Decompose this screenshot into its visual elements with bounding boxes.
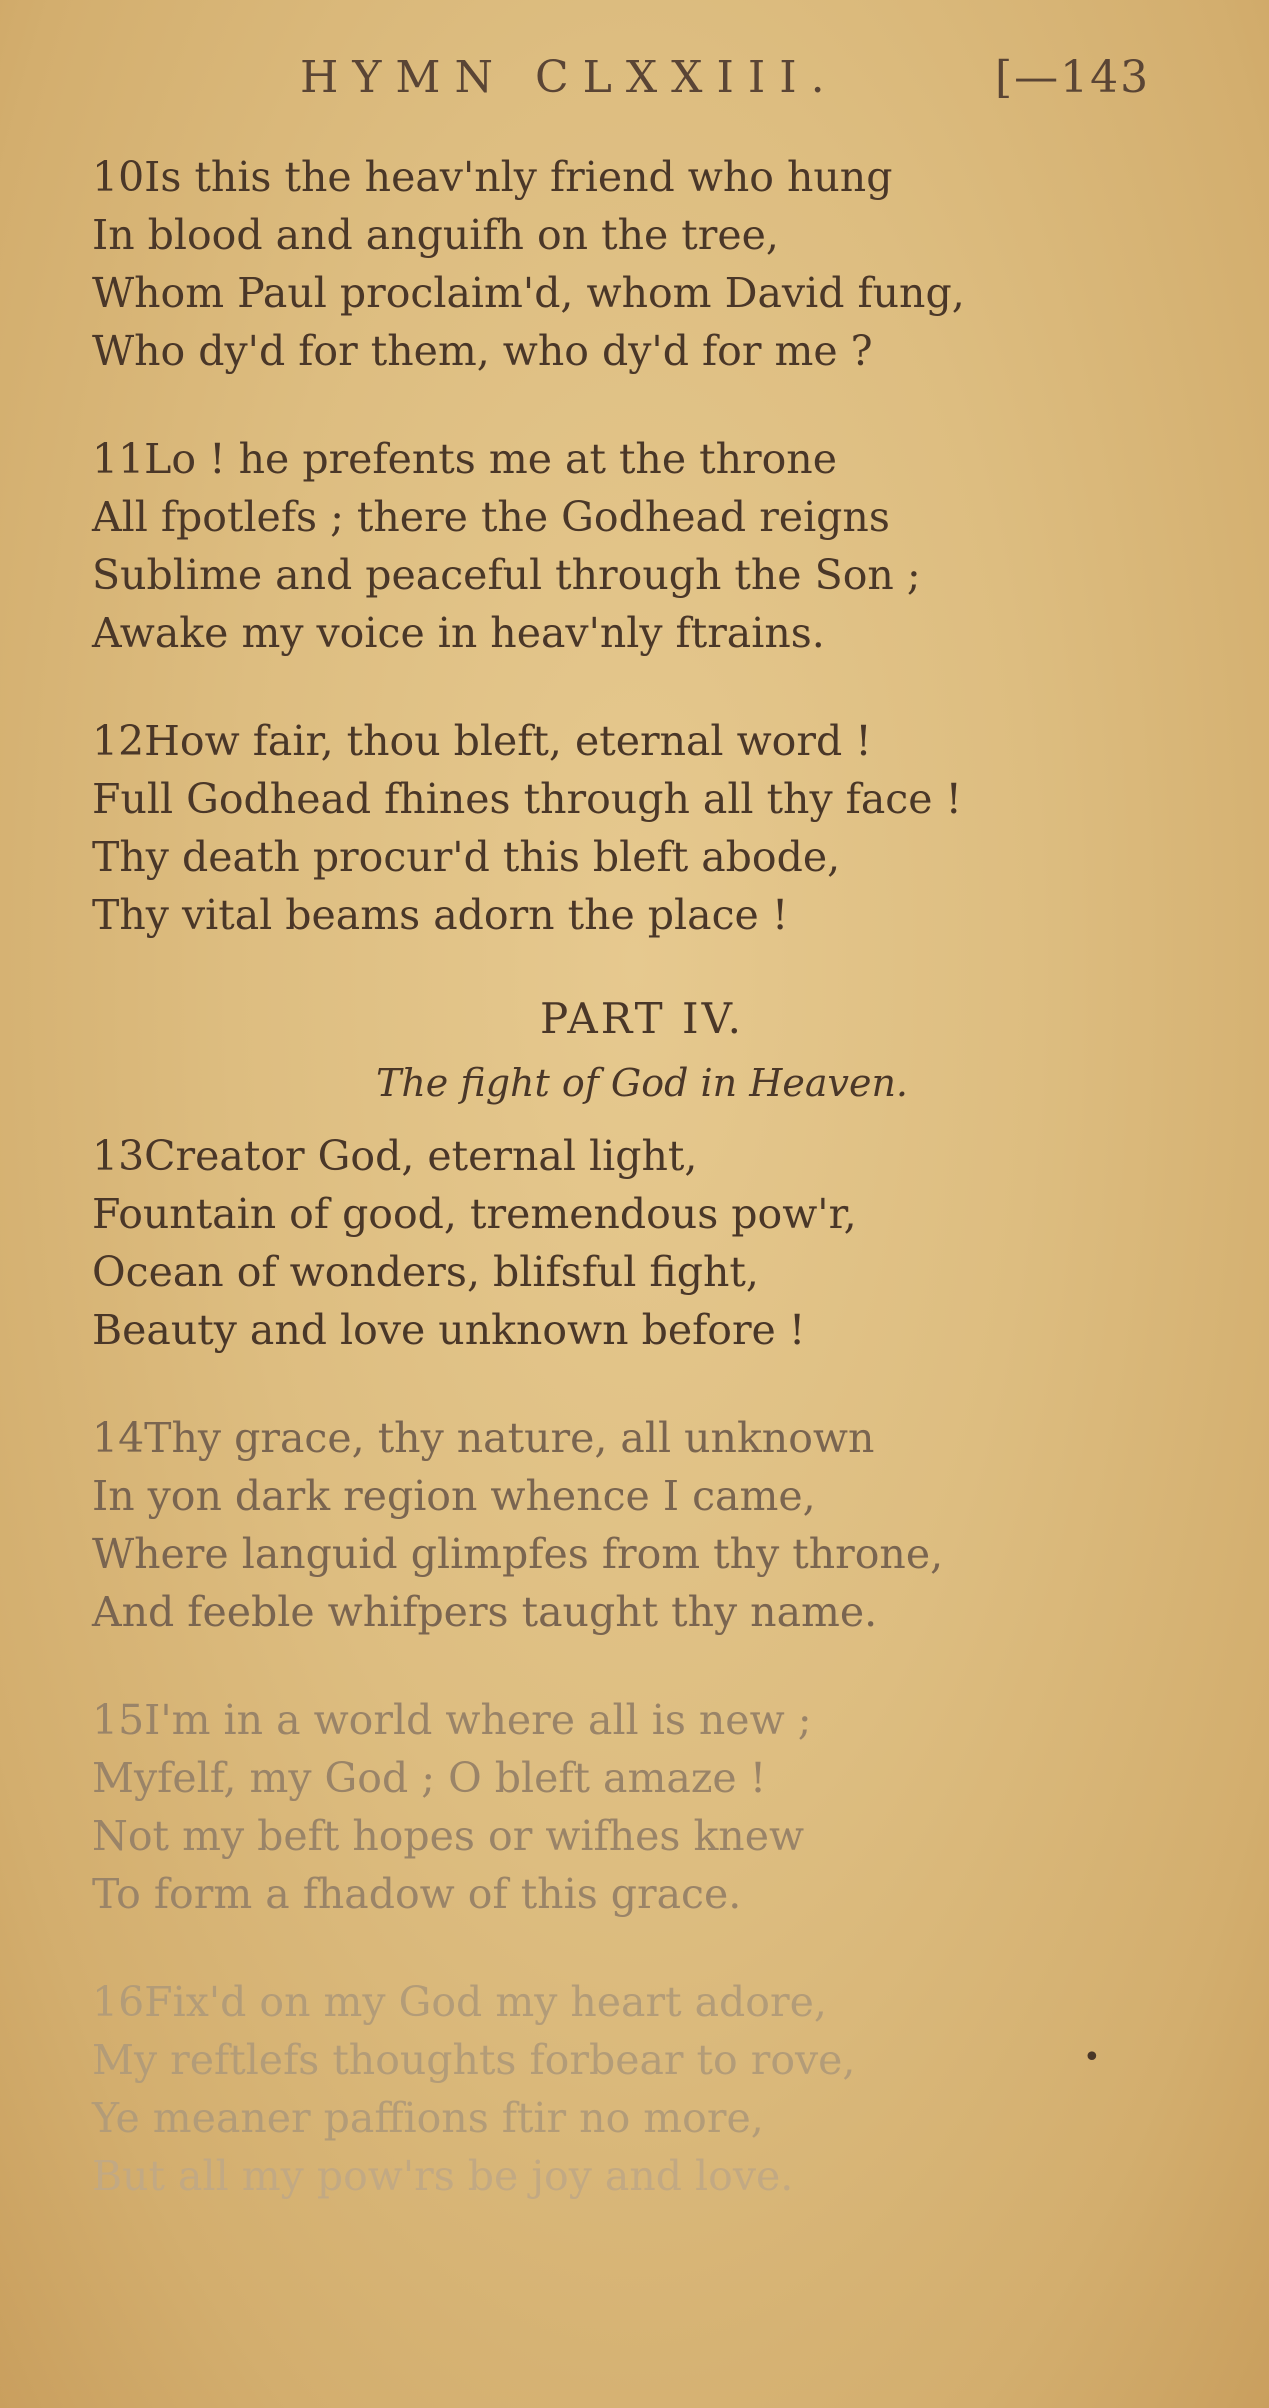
verse-text: In blood and anguifh on the tree, (92, 211, 779, 259)
verse-line (92, 1807, 1192, 1865)
verse-text: And feeble whifpers taught thy name. (92, 1588, 878, 1636)
verse-line (92, 1127, 1192, 1185)
verse-line (92, 886, 1192, 944)
verse-text: Is this the heav'nly friend who hung (144, 153, 893, 201)
verse-line (92, 1185, 1192, 1243)
hymn-body (92, 148, 1192, 2255)
verse-line (92, 1525, 1192, 1583)
verse-text: Not my beft hopes or wifhes knew (92, 1812, 805, 1860)
verse-line (92, 1243, 1192, 1301)
verse-text: To form a fhadow of this grace. (92, 1870, 742, 1918)
verse-text: Ocean of wonders, blifsful fight, (92, 1248, 759, 1296)
verse-line (92, 2147, 1192, 2205)
page-number: [—143 (995, 52, 1151, 103)
verse-line (92, 488, 1192, 546)
stanza-number: 12 (92, 717, 145, 765)
verse-text: Thy vital beams adorn the place ! (92, 891, 789, 939)
verse-text: In yon dark region whence I came, (92, 1472, 816, 1520)
verse-text: How fair, thou bleft, eternal word ! (144, 717, 872, 765)
verse-line (92, 1409, 1192, 1467)
verse-text: Thy death procur'd this bleft abode, (92, 833, 841, 881)
verse-line (92, 322, 1192, 380)
verse-line (92, 546, 1192, 604)
stanza-10 (92, 148, 1192, 380)
stanza-number: 13 (92, 1132, 145, 1180)
part-heading: PART IV. (540, 994, 744, 1043)
verse-line (92, 1691, 1192, 1749)
verse-line (92, 1749, 1192, 1807)
stanza-13 (92, 1127, 1192, 1359)
verse-line (92, 2089, 1192, 2147)
verse-line (92, 1583, 1192, 1641)
verse-text: All fpotlefs ; there the Godhead reigns (92, 493, 890, 541)
part-subtitle: The fight of God in Heaven. (375, 1061, 909, 1105)
running-title: HYMN CLXXIII. (300, 52, 839, 103)
verse-line (92, 604, 1192, 662)
verse-line (92, 712, 1192, 770)
verse-line (92, 148, 1192, 206)
stanza-number: 11 (92, 435, 145, 483)
verse-line (92, 828, 1192, 886)
verse-text: Whom Paul proclaim'd, whom David fung, (92, 269, 965, 317)
verse-line (92, 206, 1192, 264)
stanza-11 (92, 430, 1192, 662)
verse-text: Where languid glimpfes from thy throne, (92, 1530, 944, 1578)
verse-line (92, 1865, 1192, 1923)
verse-text: My reftlefs thoughts forbear to rove, (92, 2036, 856, 2084)
stanza-number: 10 (92, 153, 145, 201)
verse-text: I'm in a world where all is new ; (144, 1696, 812, 1744)
stanza-16 (92, 1973, 1192, 2205)
ink-dot-icon: • (1083, 2040, 1101, 2075)
stanza-12 (92, 712, 1192, 944)
verse-text: Creator God, eternal light, (144, 1132, 698, 1180)
verse-text: Fix'd on my God my heart adore, (144, 1978, 827, 2026)
verse-line (92, 770, 1192, 828)
verse-text: But all my pow'rs be joy and love. (92, 2152, 794, 2200)
stanza-number: 15 (92, 1696, 145, 1744)
stanza-14 (92, 1409, 1192, 1641)
stanza-number: 14 (92, 1414, 145, 1462)
verse-text: Thy grace, thy nature, all unknown (144, 1414, 875, 1462)
verse-text: Beauty and love unknown before ! (92, 1306, 806, 1354)
verse-text: Who dy'd for them, who dy'd for me ? (92, 327, 873, 375)
verse-line (92, 1467, 1192, 1525)
verse-text: Sublime and peaceful through the Son ; (92, 551, 921, 599)
verse-line (92, 1301, 1192, 1359)
verse-line (92, 2031, 1192, 2089)
verse-line (92, 1973, 1192, 2031)
page-header (0, 40, 1269, 120)
verse-text: Ye meaner paffions ftir no more, (92, 2094, 764, 2142)
verse-text: Myfelf, my God ; O bleft amaze ! (92, 1754, 767, 1802)
verse-text: Lo ! he prefents me at the throne (144, 435, 837, 483)
verse-text: Fountain of good, tremendous pow'r, (92, 1190, 857, 1238)
verse-line (92, 264, 1192, 322)
verse-text: Full Godhead fhines through all thy face ! (92, 775, 963, 823)
verse-text: Awake my voice in heav'nly ftrains. (92, 609, 825, 657)
stanza-15 (92, 1691, 1192, 1923)
stanza-number: 16 (92, 1978, 145, 2026)
verse-line (92, 430, 1192, 488)
